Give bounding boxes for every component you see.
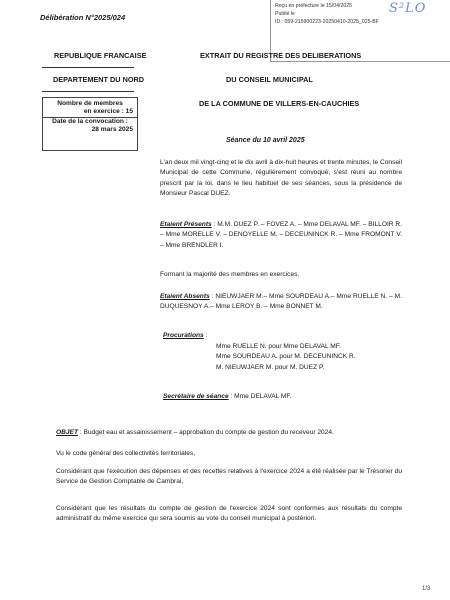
procurations-list	[216, 342, 406, 373]
procuration-item: Mme RUELLE N. pour Mme DELAVAL MF.	[216, 343, 341, 350]
majority-statement: Formant la majorité des membres en exercices.	[160, 271, 300, 278]
stamp-id: ID : 059-215900223-20250410-2025_025-BF	[275, 19, 379, 25]
present-label: Etaient Présents	[160, 221, 212, 228]
session-date: Séance du 10 avril 2025	[226, 137, 305, 144]
header-divider	[42, 67, 134, 68]
procuration-item: Mme SOURDEAU A. pour M. DECEUNINCK R.	[216, 353, 356, 361]
secretary-name: : Mme DELAVAL MF.	[228, 393, 292, 400]
body-paragraph: Considérant que l'exécution des dépenses et des recettes relatives à l'exercice 2024 a été réalisée par le Trésorier du Service de Gestion Comptable de Cambrai,	[56, 468, 402, 486]
secretary-line	[163, 392, 403, 402]
objet-label: OBJET	[56, 429, 78, 436]
convocation-value: 28 mars 2025	[91, 126, 133, 134]
procurations-label: Procurations	[163, 332, 204, 339]
page-number: 1/3	[422, 586, 431, 592]
procurations-heading	[163, 331, 363, 341]
members-label: Nombre de membres	[57, 100, 123, 107]
body-paragraph: Vu le code général des collectivités territoriales,	[56, 450, 196, 457]
body-paragraph: Considérant que les résultats du compte de gestion de l'exercice 2024 sont conformes aux résultats du compte administratif du même exercice qui sera soumis au vote du conseil municipal à postériori.	[56, 505, 402, 523]
procuration-item: M. NIEUWJAER M. pour M. DUEZ P.	[216, 363, 325, 371]
stamp-received: Reçu en préfecture le 15/04/2025	[275, 3, 353, 9]
stamp-published: Publié le	[275, 11, 295, 17]
members-value: en exercice : 15	[83, 108, 133, 116]
absent-list: : NIEUWJAER M.– Mme SOURDEAU A.– Mme RUELLE N. – M. DUQUESNOY A.– Mme LEROY B. – Mme BONNET M.	[160, 293, 402, 311]
present-members	[160, 220, 402, 251]
header-divider	[42, 91, 134, 92]
secretary-label: Secrétaire de séance	[163, 393, 229, 400]
objet-text: : Budget eau et assainissement – approbation du compte de gestion du receveur 2024.	[77, 429, 334, 436]
objet-line	[56, 428, 406, 438]
meeting-info-box	[42, 97, 138, 151]
absent-members	[160, 292, 402, 313]
slo-logo: S²LO	[389, 1, 427, 16]
intro-paragraph: L'an deux mil vingt-cinq et le dix avril à dix-huit heures et trente minutes, le Conseil Municipal de cette Commune, régulièrement convoqué, s'est réuni au nombre prescrit par la loi, dans le lieu habituel de ses séances, sous la présidence de Monsieur Pascal DUEZ.	[160, 159, 402, 198]
convocation-label: Date de la convocation :	[52, 117, 128, 125]
republic-label: REPUBLIQUE FRANCAISE	[54, 51, 147, 60]
council-title: DU CONSEIL MUNICIPAL	[226, 75, 313, 84]
commune-title: DE LA COMMUNE DE VILLERS-EN-CAUCHIES	[199, 99, 360, 108]
deliberation-number: Délibération N°2025/024	[40, 13, 126, 22]
procurations-colon: :	[203, 332, 208, 339]
present-list: : M.M. DUEZ P. – FOVEZ A. – Mme DELAVAL MF. – BILLOIR R. – Mme MORELLE V. – DENOYELLE M. – DECEUNINCK R. – Mme FROMONT V. – Mme BRENDLER I.	[160, 221, 403, 249]
department-label: DEPARTEMENT DU NORD	[53, 75, 145, 84]
registry-title: EXTRAIT DU REGISTRE DES DELIBERATIONS	[200, 51, 362, 60]
absent-label: Etaient Absents	[160, 293, 210, 300]
